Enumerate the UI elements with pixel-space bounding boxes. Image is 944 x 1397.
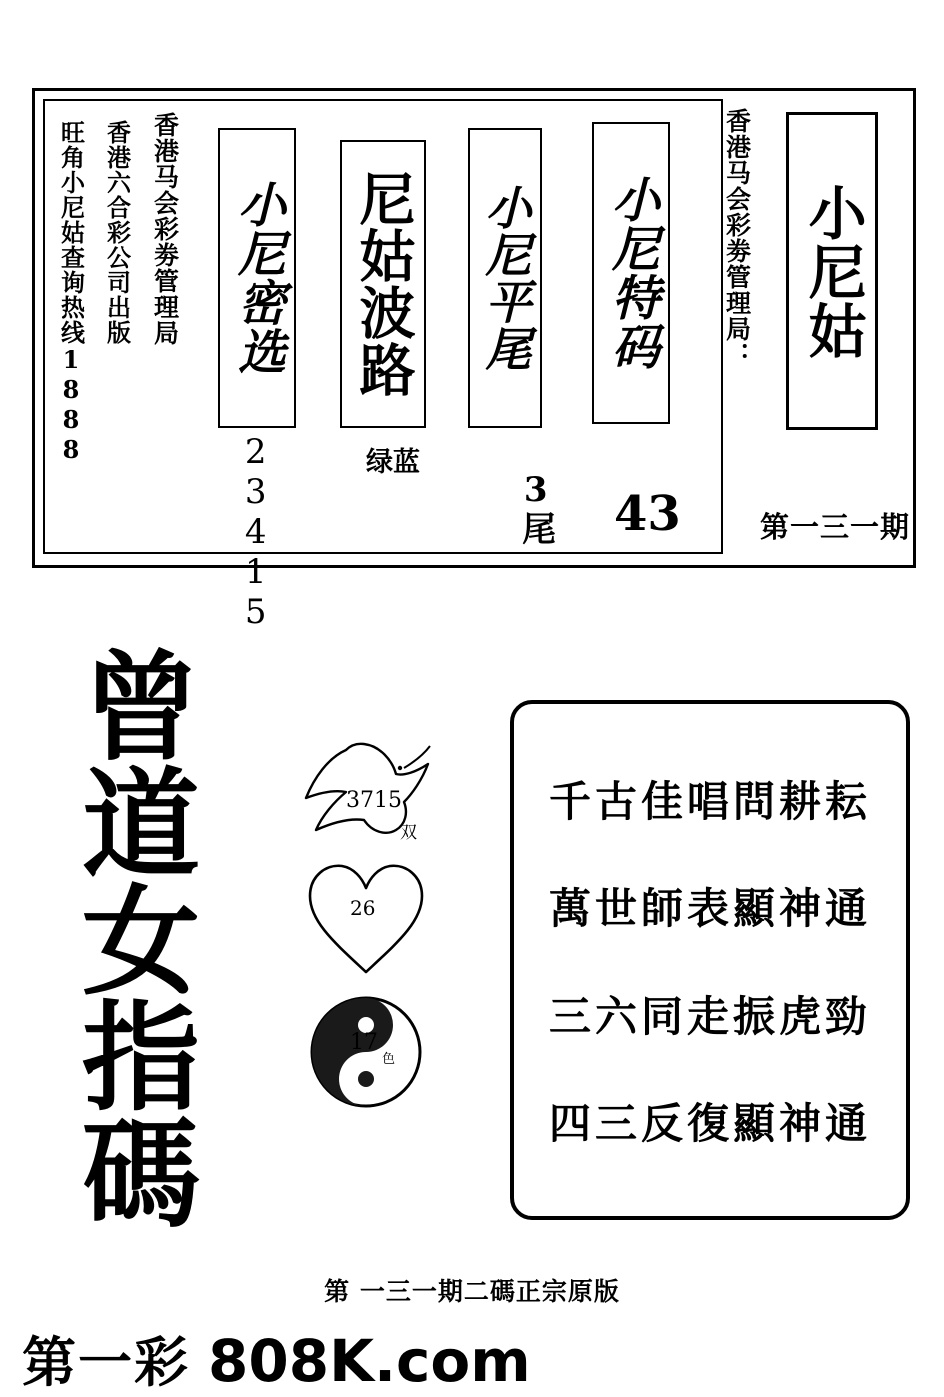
section-value-tema: 43 xyxy=(614,486,681,542)
section-title-box-mixuan xyxy=(218,128,296,428)
subcaption: 第 一三一期二碼正宗原版 xyxy=(324,1277,620,1306)
authority-label: 香港马会彩劵管理局 xyxy=(150,112,180,346)
section-value-mixuan: 23415 xyxy=(235,432,276,632)
big-title-char-5: 碼 xyxy=(81,1105,200,1245)
section-title-tema: 小尼特码 xyxy=(603,175,660,371)
publisher-text xyxy=(102,120,132,351)
publication-big-title xyxy=(76,638,206,1245)
big-title-char-1: 曾 xyxy=(81,638,200,777)
big-title-char-3: 女 xyxy=(81,871,200,1011)
footer-watermark xyxy=(22,1320,531,1397)
section-value-pingwei: 3尾 xyxy=(515,470,556,546)
verse-line-2: 萬世師表顯神通 xyxy=(548,884,871,934)
dove-sublabel: 双 xyxy=(400,823,417,843)
authority-text xyxy=(152,112,178,352)
heart-number: 26 xyxy=(350,896,376,920)
verse-box xyxy=(510,700,910,1220)
hotline-label: 旺角小尼姑查询热线1888 xyxy=(56,120,86,465)
publisher-label: 香港六合彩公司出版 xyxy=(102,120,132,345)
verse-line-1: 千古佳唱問耕耘 xyxy=(548,777,871,827)
bureau-label-wrap xyxy=(724,108,750,374)
dove-number: 3715 xyxy=(346,788,402,813)
section-title-pingwei: 小尼平尾 xyxy=(478,184,533,372)
section-value-bolu: 绿蓝 xyxy=(366,447,420,478)
section-title-box-bolu xyxy=(340,140,426,428)
section-title-box-tema xyxy=(592,122,670,424)
section-value-pingwei-wrap xyxy=(515,470,556,555)
verse-line-3: 三六同走振虎勁 xyxy=(548,991,871,1041)
yinyang-sublabel: 色 xyxy=(382,1052,396,1067)
hotline-text xyxy=(56,120,86,471)
brand-title: 小尼姑 xyxy=(798,182,867,360)
symbol-column xyxy=(288,700,448,1120)
section-title-bolu: 尼姑波路 xyxy=(350,170,417,398)
yinyang-number: 17 xyxy=(350,1030,378,1055)
footer-brand-cn: 第一彩 xyxy=(22,1330,190,1394)
section-title-box-pingwei xyxy=(468,128,542,428)
brand-title-box xyxy=(786,112,878,430)
section-value-mixuan-wrap xyxy=(235,432,276,641)
big-title-char-4: 指 xyxy=(81,988,200,1128)
bureau-label: 香港马会彩劵管理局： xyxy=(722,108,752,368)
footer-brand-en: 808K.com xyxy=(208,1327,531,1395)
big-title-char-2: 道 xyxy=(81,754,200,894)
verse-line-4: 四三反復顯神通 xyxy=(548,1098,871,1148)
section-title-mixuan: 小尼密选 xyxy=(229,180,286,376)
issue-label: 第一三一期 xyxy=(760,510,911,544)
